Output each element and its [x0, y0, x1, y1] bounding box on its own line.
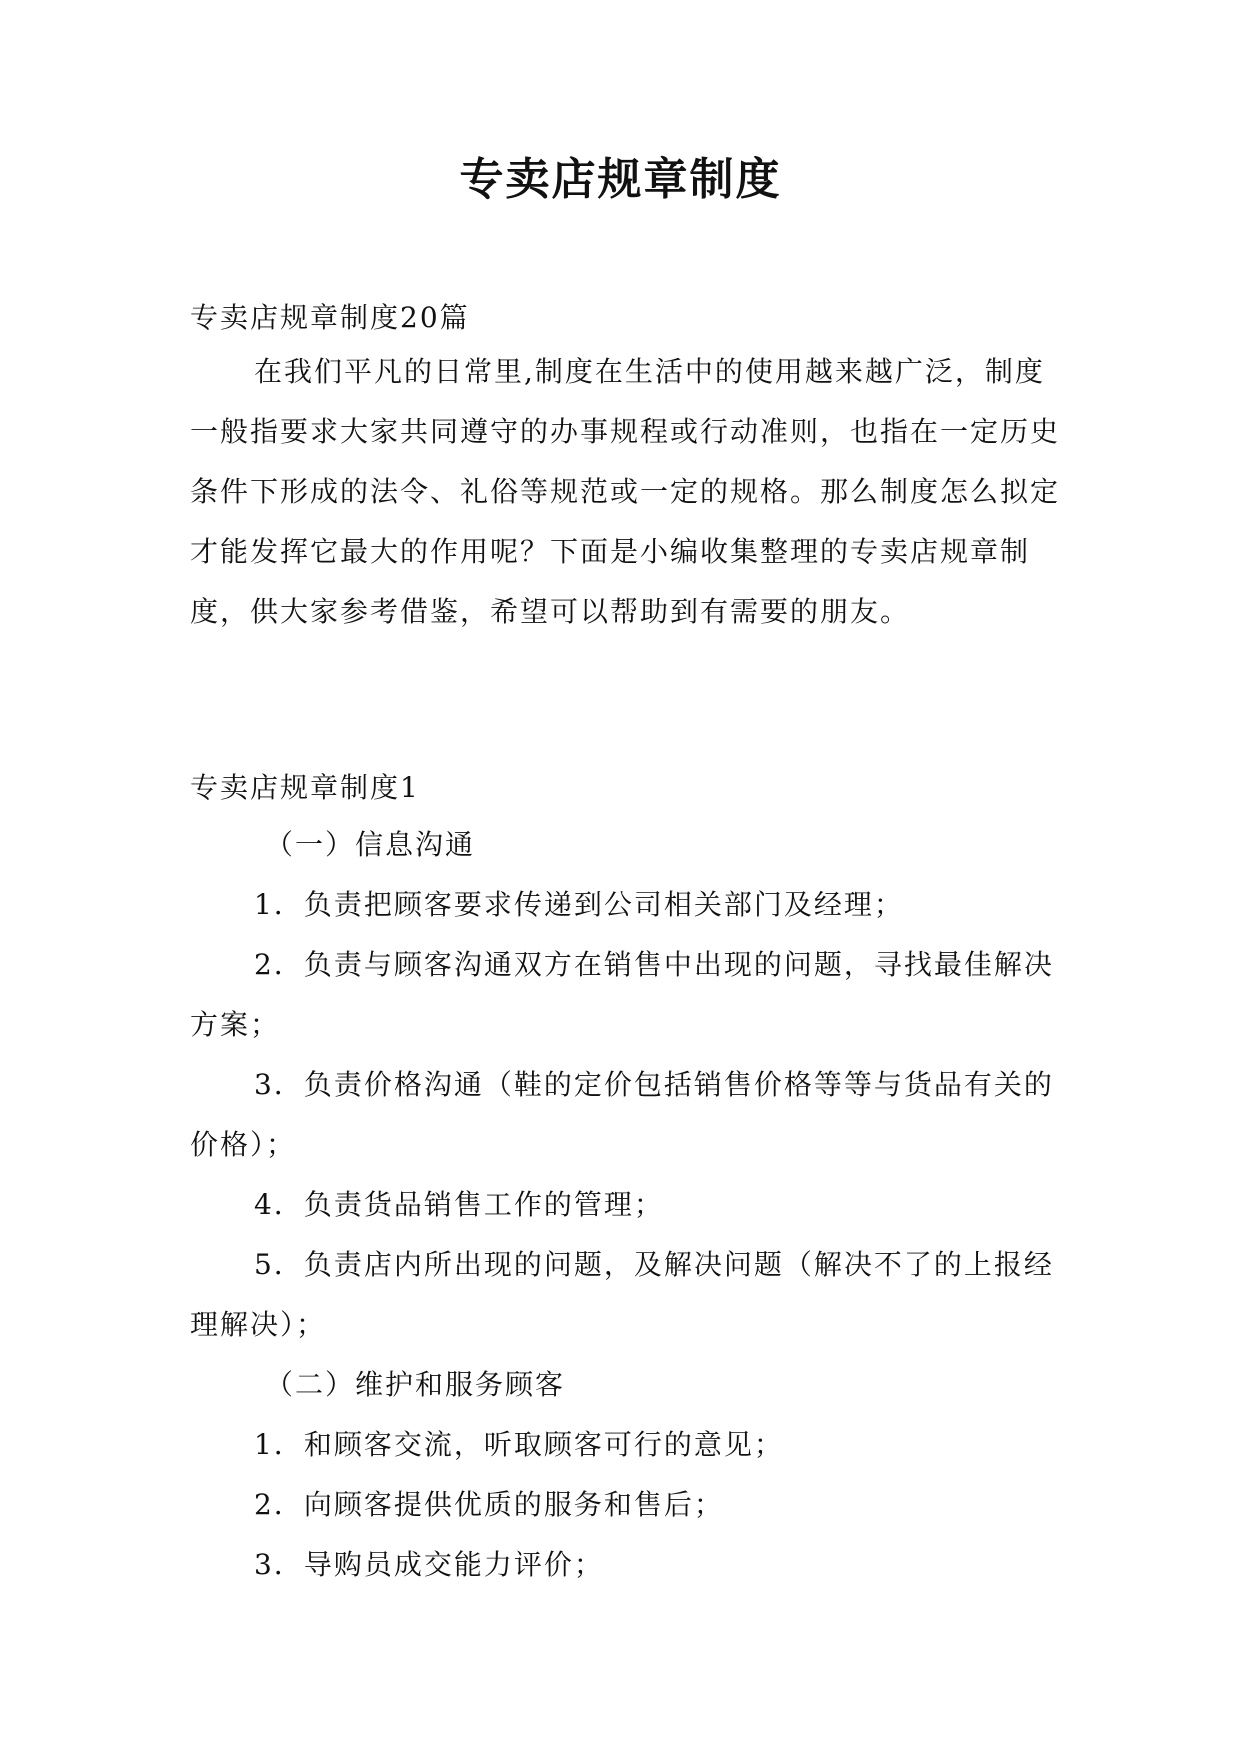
- list-item: 4．负责货品销售工作的管理；: [254, 1188, 664, 1221]
- subsection-heading-communication: （一）信息沟通: [265, 828, 476, 861]
- document-subtitle: 专卖店规章制度20篇: [190, 301, 470, 334]
- list-item: 5．负责店内所出现的问题，及解决问题（解决不了的上报经理解决）；: [190, 1248, 1054, 1341]
- section-items: [190, 815, 1070, 1595]
- intro-paragraph: 在我们平凡的日常里,制度在生活中的使用越来越广泛，制度一般指要求大家共同遵守的办事规程或行动准则，也指在一定历史条件下形成的法令、礼俗等规范或一定的规格。那么制度怎么拟定才能发挥它最大的作用呢？下面是小编收集整理的专卖店规章制度，供大家参考借鉴，希望可以帮助到有需要的朋友。: [190, 355, 1061, 628]
- list-item: 1．和顾客交流，听取顾客可行的意见；: [254, 1428, 784, 1461]
- section-heading: 专卖店规章制度1: [190, 771, 420, 804]
- list-item: 3．负责价格沟通（鞋的定价包括销售价格等等与货品有关的价格）；: [190, 1068, 1054, 1161]
- document-title: 专卖店规章制度: [459, 154, 782, 205]
- list-item: 2．向顾客提供优质的服务和售后；: [254, 1488, 724, 1521]
- subsection-heading-customer-service: （二）维护和服务顾客: [265, 1368, 566, 1401]
- list-item: 1．负责把顾客要求传递到公司相关部门及经理；: [254, 888, 904, 921]
- list-item: 3．导购员成交能力评价；: [254, 1548, 604, 1581]
- list-item: 2．负责与顾客沟通双方在销售中出现的问题，寻找最佳解决方案；: [190, 948, 1054, 1041]
